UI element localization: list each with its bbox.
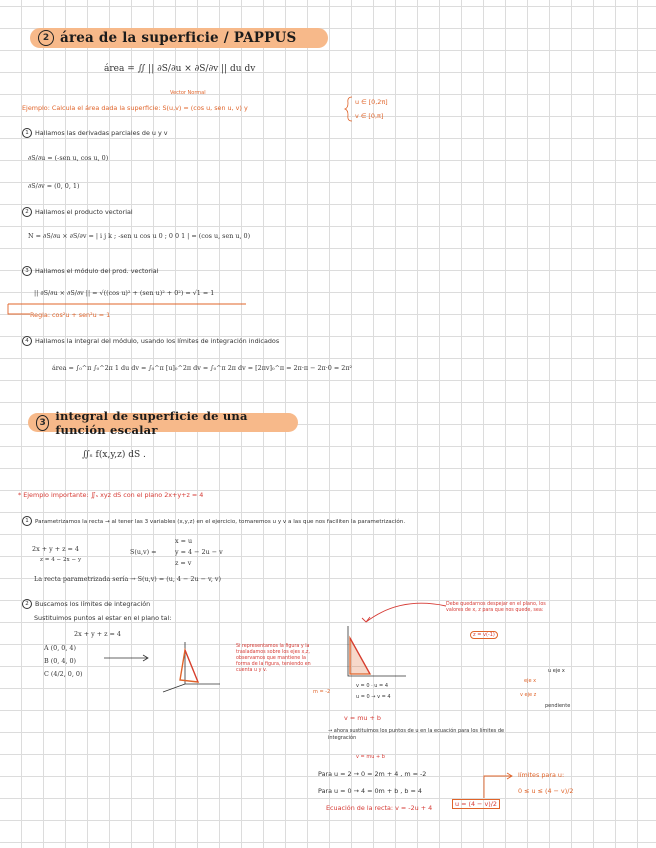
line-equation: Ecuación de la recta: v = -2u + 4 xyxy=(326,804,433,812)
slope-value: m = -2 xyxy=(313,689,331,695)
graph-eq-1: v = 0 · u = 4 xyxy=(356,683,388,689)
limits-value: 0 ≤ u ≤ (4 − v)/2 xyxy=(518,787,574,795)
section-3-title: integral de superficie de una función escalar xyxy=(55,408,248,437)
s3-step-1-marker: 1 xyxy=(22,516,32,526)
section-2-title: área de la superficie / PAPPUS xyxy=(60,30,297,46)
important-example: * Ejemplo importante: ∬ₛ xyz dS con el plano 2x+y+z = 4 xyxy=(18,491,204,499)
param-result: La recta parametrizada sería → S(u,v) = (u, 4 − 2u − v, v) xyxy=(34,575,221,583)
final-integral: área = ∫₀^π ∫₀^2π 1 du dv = ∫₀^π [u]₀^2π dv = ∫₀^π 2π dv = [2πv]₀^π = 2π·π − 2π·0 = 2π² xyxy=(52,364,353,372)
area-formula-label: área = xyxy=(104,64,135,74)
line-equation-boxed: u = (4 − v)/2 xyxy=(452,799,500,809)
section-3-number: 3 xyxy=(36,415,49,431)
partial-v: ∂S/∂v = (0, 0, 1) xyxy=(28,182,80,190)
cross-product: N = ∂S/∂u × ∂S/∂v = | i j k ; -sen u cos u 0 ; 0 0 1 | = (cos u, sen u, 0) xyxy=(28,232,251,240)
step-4-text: Hallamos la integral del módulo, usando los límites de integración indicados xyxy=(35,337,280,345)
step-3-marker: 3 xyxy=(22,266,32,276)
s3-step-1-text: Parametrizamos la recta → al tener las 3 variables (x,y,z) en el ejercicio, tomaremos u y v a las que nos faciliten la parametrización. xyxy=(35,519,406,525)
area-formula xyxy=(104,64,255,74)
surface-integral-formula: ∬ₛ f(x,y,z) dS . xyxy=(82,450,146,460)
step-1 xyxy=(22,128,168,138)
pendiente-label: pendiente xyxy=(545,703,571,709)
domain-u: u ∈ [0,2π] xyxy=(355,98,388,106)
step-3 xyxy=(22,266,159,276)
step-2-marker: 2 xyxy=(22,207,32,217)
rule-text: Regla: cos²u + sen²u = 1 xyxy=(30,311,111,319)
point-a: A (0, 0, 4) xyxy=(44,644,76,652)
point-b: B (0, 4, 0) xyxy=(44,657,77,665)
s3-step-2-text: Buscamos los límites de integración xyxy=(35,600,151,608)
u-equation-1: Para u = 2 → 0 = 2m + 4 , m = -2 xyxy=(318,770,427,778)
point-c: C (4/2, 0, 0) xyxy=(44,670,83,678)
limits-label: límites para u: xyxy=(518,771,565,779)
plane-equation: 2x + y + z = 4 xyxy=(32,545,79,553)
s3-step-2 xyxy=(22,599,150,609)
partial-u: ∂S/∂u = (-sen u, cos u, 0) xyxy=(28,154,109,162)
step-4-marker: 4 xyxy=(22,336,32,346)
side-label-1: u eje x xyxy=(548,668,565,674)
top-right-equation: z = v(-1) xyxy=(470,631,498,639)
s3-step-2-sub: Sustituimos puntos al estar en el plano tal: xyxy=(34,614,172,622)
step-2-text: Hallamos el producto vectorial xyxy=(35,208,133,216)
step-4 xyxy=(22,336,279,346)
param-z: z = v xyxy=(175,559,192,567)
vector-normal-note: Vector Normal xyxy=(170,90,206,96)
top-right-note: Debe quedarnos despejar en el plano, los valores de x, z para que nos quede, sea: xyxy=(446,602,546,613)
uv-plane-graph xyxy=(340,624,412,686)
s3-step-1 xyxy=(22,516,405,526)
area-formula-expression: ∬ || ∂S/∂u × ∂S/∂v || du dv xyxy=(137,64,256,74)
example-statement: Ejemplo: Calcula el área dada la superficie: S(u,v) = (cos u, sen u, v) y xyxy=(22,104,248,112)
red-side-note: Si representamos la figura y la trasladamos sobre los ejes x,z, observamos que mantiene la forma de la figura, teniendo en cuenta u y v. xyxy=(236,644,311,673)
param-y: y = 4 − 2u − v xyxy=(175,548,223,556)
side-label-3: v eje z xyxy=(520,692,537,698)
step-3-text: Hallamos el módulo del prod. vectorial xyxy=(35,267,159,275)
triangle-3d-diagram xyxy=(160,632,230,694)
domain-brace xyxy=(345,96,353,122)
section-2-banner xyxy=(30,28,328,48)
section-3-banner xyxy=(28,408,298,437)
altern-note: → ahora sustituimos los puntos de u en la ecuación para los límites de integración xyxy=(328,728,505,741)
section-2-number: 2 xyxy=(38,30,54,46)
plane-equation-2: 2x + y + z = 4 xyxy=(74,630,121,638)
graph-eq-2: u = 0 → v = 4 xyxy=(356,694,391,700)
s3-step-2-marker: 2 xyxy=(22,599,32,609)
step-1-text: Hallamos las derivadas parciales de u y v xyxy=(35,129,168,137)
step-1-marker: 1 xyxy=(22,128,32,138)
v-equation: v = mu + b xyxy=(356,754,385,760)
modulus: || ∂S/∂u × ∂S/∂v || = √((cos u)² + (sen u)² + 0²) = √1 = 1 xyxy=(34,289,215,297)
step-2 xyxy=(22,207,133,217)
limits-arrow xyxy=(480,770,516,800)
u-equation-2: Para u = 0 → 4 = 0m + b , b = 4 xyxy=(318,787,422,795)
side-label-2: eje x xyxy=(524,678,537,684)
grade-note: v = mu + b xyxy=(344,714,381,722)
param-x: x = u xyxy=(175,537,193,545)
solve-z: z = 4 − 2x − y xyxy=(40,557,82,563)
long-arrow xyxy=(104,654,150,662)
param-label: S(u,v) = xyxy=(130,548,157,556)
domain-v: v ∈ [0,π] xyxy=(355,112,384,120)
